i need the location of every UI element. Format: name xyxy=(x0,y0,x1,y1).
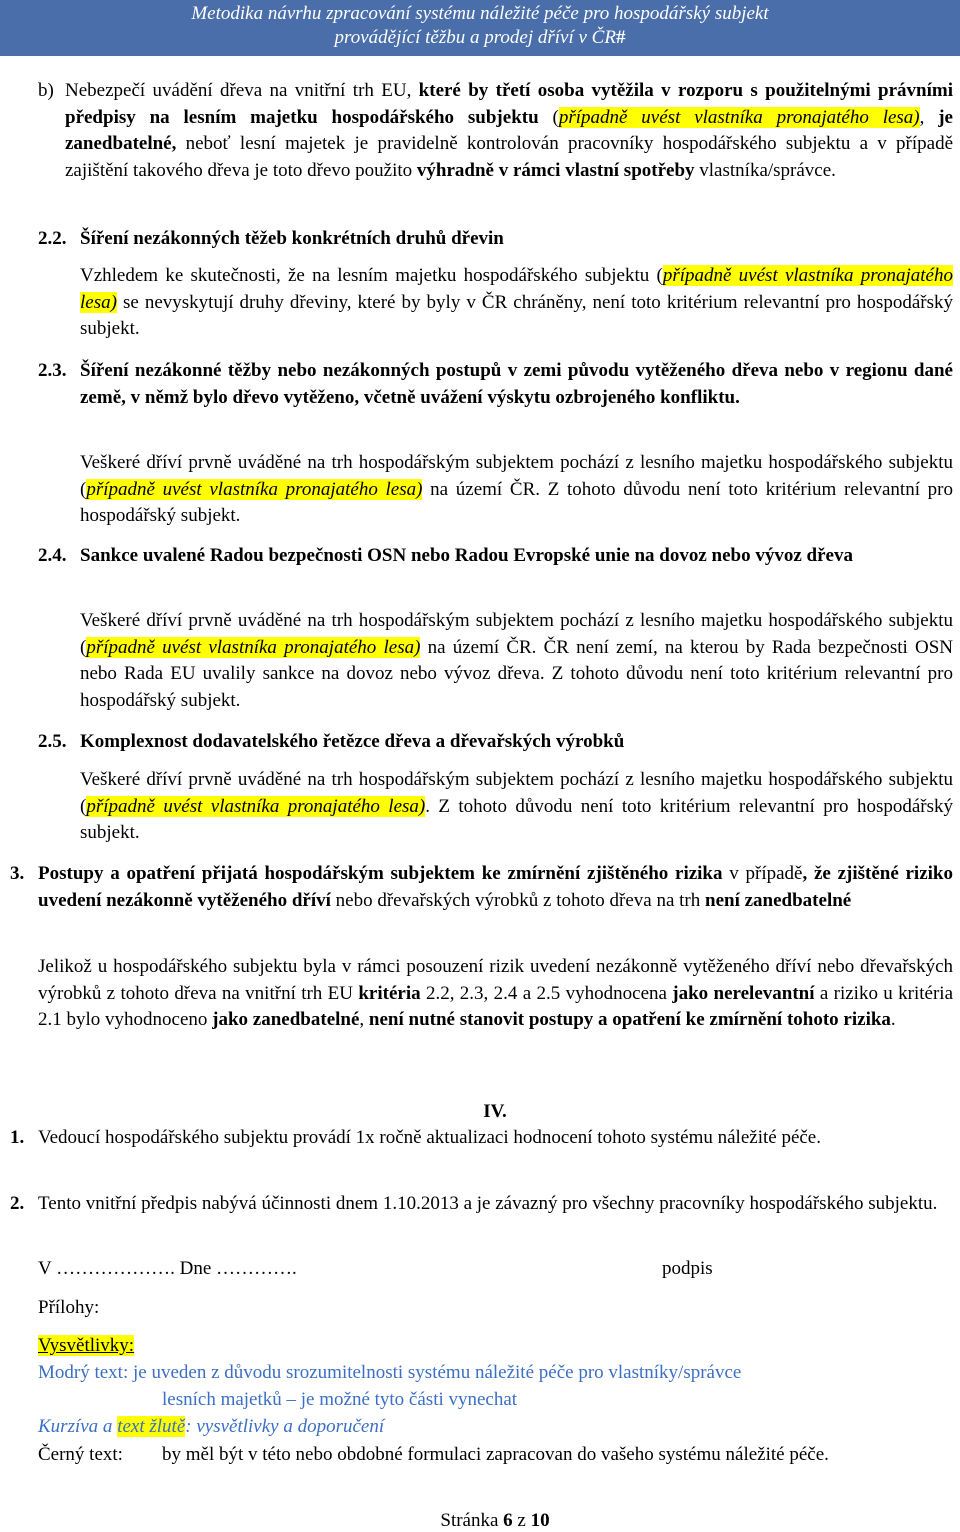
section-2-3-paragraph: Veškeré dříví prvně uváděné na trh hospodářským subjektem pochází z lesního majetku hospodářského subjektu (případně uvést vlastníka pronajatého lesa) na území ČR. Z tohoto důvodu není toto kritérium relevantní pro hospodářský subjekt. xyxy=(80,452,953,526)
section-4-heading: IV. xyxy=(483,1101,507,1122)
attachments-label: Přílohy: xyxy=(38,1297,100,1318)
section-2-2-title: Šíření nezákonných těžeb konkrétních druhů dřevin xyxy=(80,228,504,249)
section-2-2-paragraph: Vzhledem ke skutečnosti, že na lesním majetku hospodářského subjektu (případně uvést vlastníka pronajatého lesa) se nevyskytují druhy dřeviny, které by byly v ČR chráněny, není toto kritérium relevantní pro hospodářský subjekt. xyxy=(80,265,953,339)
header-mark: # xyxy=(615,27,626,48)
item-b-label: b) xyxy=(38,80,54,101)
section-2-4-number: 2.4. xyxy=(38,545,67,566)
legend-italic-row: Kurzíva a text žlutě: vysvětlivky a doporučení xyxy=(38,1416,385,1437)
item-b-paragraph: Nebezpečí uvádění dřeva na vnitřní trh EU, které by třetí osoba vytěžila v rozporu s použitelnými právními předpisy na lesním majetku hospodářského subjektu (případně uvést vlastníka pronajatého lesa), je zanedbatelné, neboť lesní majetek je pravidelně kontrolován pracovníky hospodářského subjektu a v případě zajištění takového dřeva je toto dřevo použito výhradně v rámci vlastní spotřeby vlastníka/správce. xyxy=(65,80,953,181)
section-2-3-number: 2.3. xyxy=(38,360,67,381)
page-footer: Stránka 6 z 10 xyxy=(440,1510,550,1531)
section-4-item-2: Tento vnitřní předpis nabývá účinnosti dnem 1.10.2013 a je závazný pro všechny pracovníky hospodářského subjektu. xyxy=(38,1193,938,1214)
section-4-item-1-number: 1. xyxy=(10,1127,25,1148)
legend-blue-row: Modrý text: je uveden z důvodu srozumitelnosti systému náležité péče pro vlastníky/správce xyxy=(38,1362,742,1383)
legend-black-label: Černý text: xyxy=(38,1444,123,1465)
section-3-number: 3. xyxy=(10,863,25,884)
section-4-item-1: Vedoucí hospodářského subjektu provádí 1x ročně aktualizaci hodnocení tohoto systému náležité péče. xyxy=(38,1127,821,1148)
legend-title: Vysvětlivky: xyxy=(38,1335,135,1356)
section-2-2-number: 2.2. xyxy=(38,228,67,249)
section-2-5-number: 2.5. xyxy=(38,731,67,752)
header-line-1: Metodika návrhu zpracování systému náležité péče pro hospodářský subjekt xyxy=(191,3,769,24)
section-3-paragraph: Jelikož u hospodářského subjektu byla v rámci posouzení rizik uvedení nezákonně vytěženého dříví nebo dřevařských výrobků z tohoto dřeva na vnitřní trh EU kritéria 2.2, 2.3, 2.4 a 2.5 vyhodnocena jako nerelevantní a riziko u kritéria 2.1 bylo vyhodnoceno jako zanedbatelné, není nutné stanovit postupy a opatření ke zmírnění tohoto rizika. xyxy=(38,956,954,1030)
section-2-4-paragraph: Veškeré dříví prvně uváděné na trh hospodářským subjektem pochází z lesního majetku hospodářského subjektu (případně uvést vlastníka pronajatého lesa) na území ČR. ČR není zemí, na kterou by Rada bezpečnosti OSN nebo Rada EU uvalily sankce na dovoz nebo vývoz dřeva. Z tohoto důvodu není toto kritérium relevantní pro hospodářský subjekt. xyxy=(80,610,954,711)
place-date-line: V ………………. Dne …………. xyxy=(38,1258,297,1279)
section-2-4-title: Sankce uvalené Radou bezpečnosti OSN nebo Radou Evropské unie na dovoz nebo vývoz dřeva xyxy=(80,545,853,566)
header-line-2: provádějící těžbu a prodej dříví v ČR# xyxy=(334,27,626,48)
section-2-5-title: Komplexnost dodavatelského řetězce dřeva a dřevařských výrobků xyxy=(80,731,625,752)
legend-blue-row-2: lesních majetků – je možné tyto části vynechat xyxy=(162,1389,518,1410)
section-2-5-paragraph: Veškeré dříví prvně uváděné na trh hospodářským subjektem pochází z lesního majetku hospodářského subjektu (případně uvést vlastníka pronajatého lesa). Z tohoto důvodu není toto kritérium relevantní pro hospodářský subjekt. xyxy=(80,769,953,843)
section-2-3-title: Šíření nezákonné těžby nebo nezákonných postupů v zemi původu vytěženého dřeva nebo v regionu dané země, v němž bylo dřevo vytěženo, včetně uvážení výskytu ozbrojeného konfliktu. xyxy=(80,360,953,408)
section-3-heading: Postupy a opatření přijatá hospodářským subjektem ke zmírnění zjištěného rizika v případě, že zjištěné riziko uvedení nezákonně vytěženého dříví nebo dřevařských výrobků z tohoto dřeva na trh není zanedbatelné xyxy=(38,863,953,911)
legend-black-text: by měl být v této nebo obdobné formulaci zapracovan do vašeho systému náležité péče. xyxy=(162,1444,829,1465)
page-header xyxy=(0,0,960,56)
signature-label: podpis xyxy=(662,1258,713,1279)
section-4-item-2-number: 2. xyxy=(10,1193,25,1214)
